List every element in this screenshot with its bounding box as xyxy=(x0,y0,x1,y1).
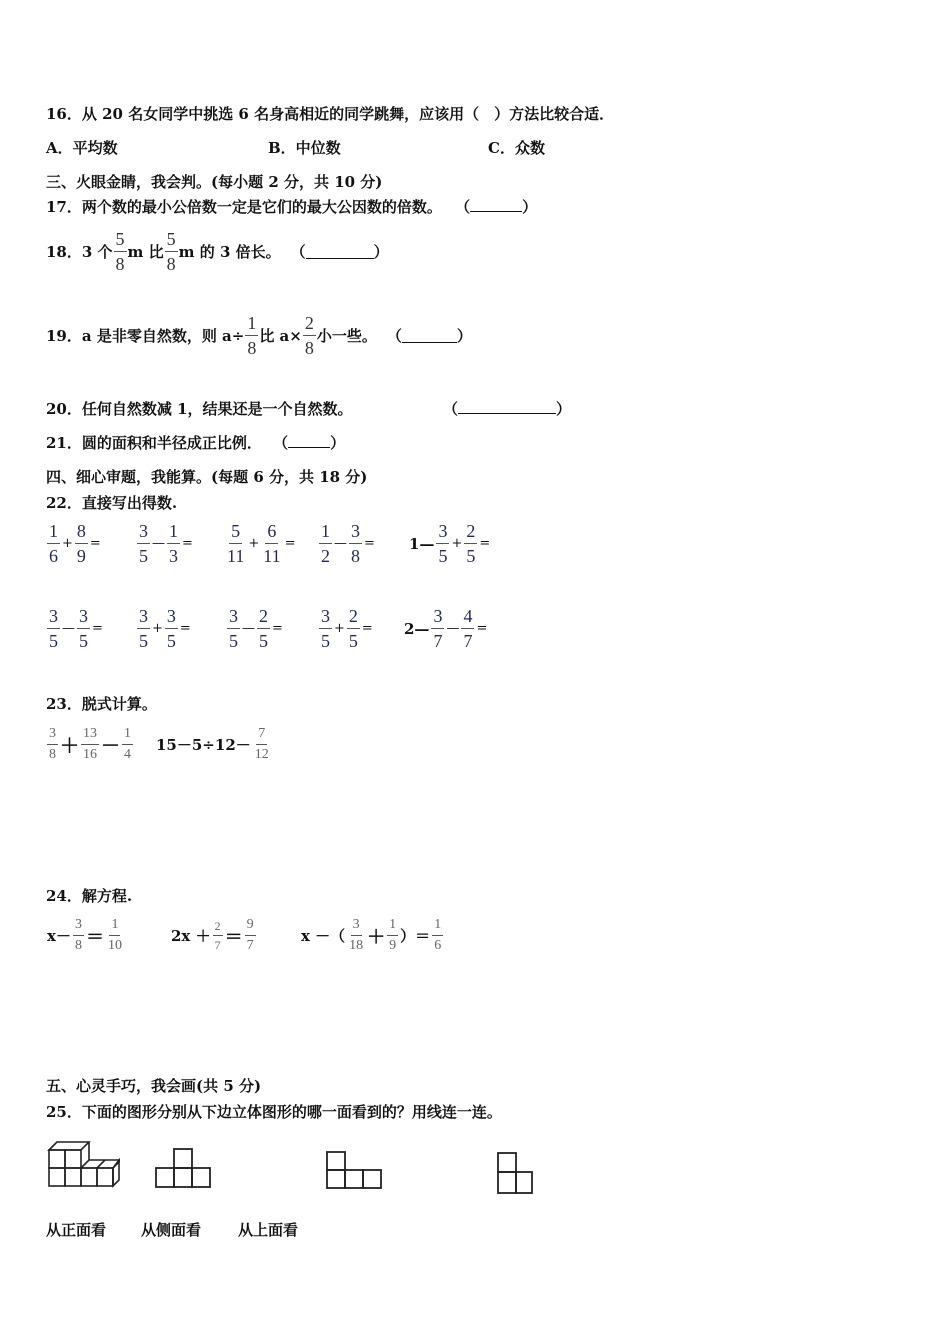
question-24: 24．解方程. xyxy=(46,887,133,905)
question-25: 25．下面的图形分别从下边立体图形的哪一面看到的？用线连一连。 xyxy=(46,1103,502,1121)
q22-item-1: $\frac{1}{6}$ + $\frac{8}{9}$ = xyxy=(49,521,101,566)
q16-option-b: B．中位数 xyxy=(268,139,341,157)
q20-answer: （ ） xyxy=(443,400,572,418)
q24-equation-3: x －（ $\frac{3}{18}$ ＋ $\frac{1}{9}$ ）＝ $\frac{1}{6}$ xyxy=(301,917,442,953)
question-18: 18． 3 个 $\frac{5}{8}$ m 比 $\frac{5}{8}$ m 的 3 倍长。 （ ） xyxy=(46,229,389,274)
view-shape-2 xyxy=(324,1148,382,1192)
q19-fraction-b: $\frac{2}{8}$ xyxy=(304,313,314,358)
q22-item-6: $\frac{3}{5}$ — $\frac{3}{5}$ = xyxy=(49,606,103,651)
question-20: 20．任何自然数减 1，结果还是一个自然数。 xyxy=(46,400,353,418)
view-shape-1 xyxy=(154,1146,212,1190)
section-4-title: 四、细心审题，我能算。(每题 6 分，共 18 分) xyxy=(46,468,368,486)
q22-item-8: $\frac{3}{5}$ — $\frac{2}{5}$ = xyxy=(229,606,283,651)
q22-item-10: 2— $\frac{3}{7}$ — $\frac{4}{7}$ = xyxy=(404,606,488,651)
q22-item-4: $\frac{1}{2}$ — $\frac{3}{8}$ = xyxy=(321,521,375,566)
q16-option-c: C．众数 xyxy=(488,139,545,157)
q19-fraction-a: $\frac{1}{8}$ xyxy=(247,313,257,358)
question-21: 21．圆的面积和半径成正比例． （ ） xyxy=(46,434,346,452)
q18-fraction-a: $\frac{5}{8}$ xyxy=(115,229,125,274)
section-5-title: 五、心灵手巧，我会画(共 5 分) xyxy=(46,1077,262,1095)
q21-answer-blank[interactable] xyxy=(288,447,330,448)
q22-item-7: $\frac{3}{5}$ + $\frac{3}{5}$ = xyxy=(139,606,191,651)
section-3-title: 三、火眼金睛，我会判。(每小题 2 分，共 10 分) xyxy=(46,173,383,191)
q19-answer-blank[interactable] xyxy=(402,328,457,343)
label-top-view: 从上面看 xyxy=(238,1221,299,1239)
q18-fraction-b: $\frac{5}{8}$ xyxy=(166,229,176,274)
q23-expression-2: 15－5÷12－ $\frac{7}{12}$ xyxy=(156,726,269,762)
q22-item-5: 1— $\frac{3}{5}$ + $\frac{2}{5}$ = xyxy=(409,521,491,566)
label-side-view: 从侧面看 xyxy=(141,1221,202,1239)
q22-item-3: $\frac{5}{11}$ + $\frac{6}{11}$ = xyxy=(227,521,296,566)
q23-expression-1: $\frac{3}{8}$ ＋ $\frac{13}{16}$ － $\frac{1}{4}$ xyxy=(49,726,132,762)
question-16: 16．从 20 名女同学中挑选 6 名身高相近的同学跳舞，应该用（ ）方法比较合适． xyxy=(46,105,615,123)
question-19: 19． a 是非零自然数，则 a÷ $\frac{1}{8}$ 比 a× $\frac{2}{8}$ 小一些。 （ ） xyxy=(46,313,472,358)
q17-answer-blank[interactable] xyxy=(470,211,522,212)
view-shape-3 xyxy=(494,1148,538,1198)
label-front-view: 从正面看 xyxy=(46,1221,107,1239)
q22-item-2: $\frac{3}{5}$ — $\frac{1}{3}$ = xyxy=(139,521,193,566)
question-17: 17．两个数的最小公倍数一定是它们的最大公因数的倍数。 （ ） xyxy=(46,198,538,216)
q18-answer-blank[interactable] xyxy=(306,244,374,259)
question-23: 23．脱式计算。 xyxy=(46,695,157,713)
question-22: 22．直接写出得数. xyxy=(46,494,178,512)
q24-equation-1: x－ $\frac{3}{8}$ ＝ $\frac{1}{10}$ xyxy=(47,917,122,953)
3d-cube-figure xyxy=(46,1138,120,1192)
q22-item-9: $\frac{3}{5}$ + $\frac{2}{5}$ = xyxy=(321,606,373,651)
q24-equation-2: 2x ＋ $\frac{2}{7}$ ＝ $\frac{9}{7}$ xyxy=(171,917,254,953)
q16-option-a: A．平均数 xyxy=(46,139,118,157)
q17-text: 17．两个数的最小公倍数一定是它们的最大公因数的倍数。 xyxy=(46,198,442,216)
q20-answer-blank[interactable] xyxy=(458,413,556,414)
